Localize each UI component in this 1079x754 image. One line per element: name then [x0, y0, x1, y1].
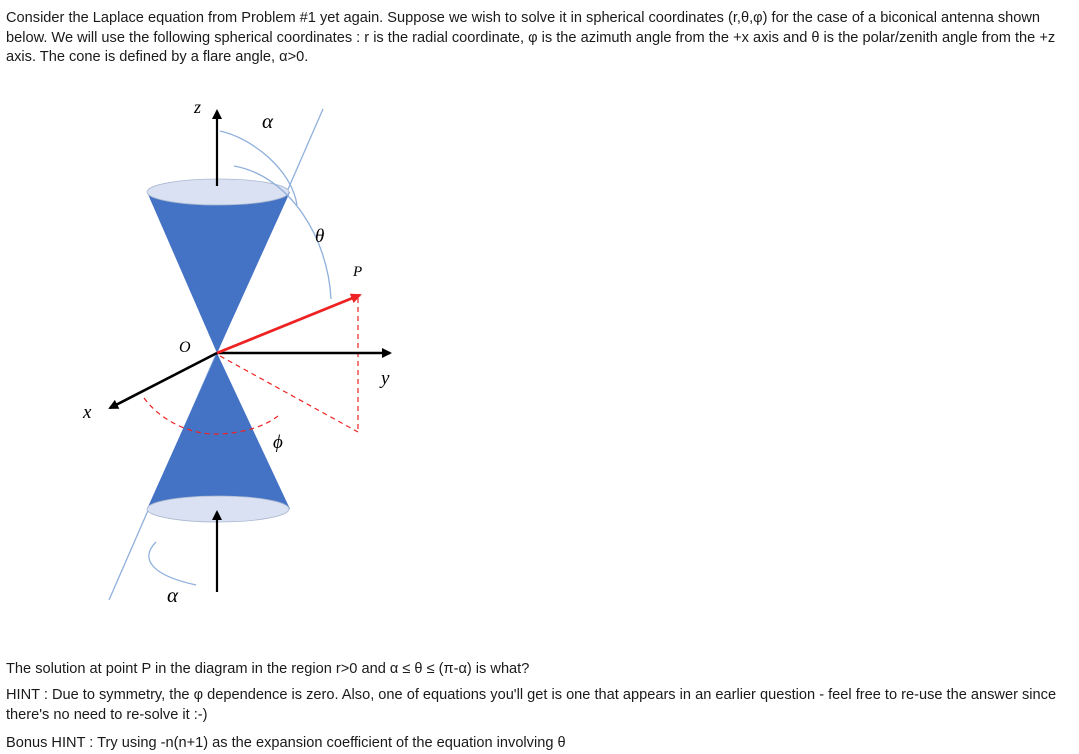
- upper-cone: [147, 179, 290, 353]
- label-o: O: [179, 339, 191, 356]
- hint-text: HINT : Due to symmetry, the φ dependence is zero. Also, one of equations you'll get is one that appears in an earlier question - feel free to re-use the answer since there's no need to re-solve it :-): [6, 687, 1057, 723]
- label-z: z: [194, 97, 202, 117]
- label-alpha-bottom: α: [167, 583, 179, 607]
- projection-dashes: [144, 298, 358, 434]
- label-theta: θ: [315, 226, 325, 247]
- label-phi: ϕ: [273, 432, 283, 453]
- intro-paragraph: Consider the Laplace equation from Problem #1 yet again. Suppose we wish to solve it in spherical coordinates (r,θ,φ) for the case of a biconical antenna shown below. We will use the following spherical coordinates : r is the radial coordinate, φ is the azimuth angle from the +x axis and θ is the polar/zenith angle from the +z axis. The cone is defined by a flare angle, α>0.: [6, 10, 1056, 66]
- label-p: P: [353, 264, 363, 280]
- label-x: x: [83, 402, 92, 423]
- question-text: The solution at point P in the diagram in the region r>0 and α ≤ θ ≤ (π-α) is what?: [6, 661, 530, 677]
- biconical-antenna-diagram: [0, 80, 1079, 650]
- label-y: y: [381, 368, 390, 389]
- bonus-hint-text: Bonus HINT : Try using -n(n+1) as the expansion coefficient of the equation involving θ: [6, 735, 566, 751]
- alpha-arc-bottom: [149, 542, 196, 585]
- label-alpha-top: α: [262, 109, 274, 133]
